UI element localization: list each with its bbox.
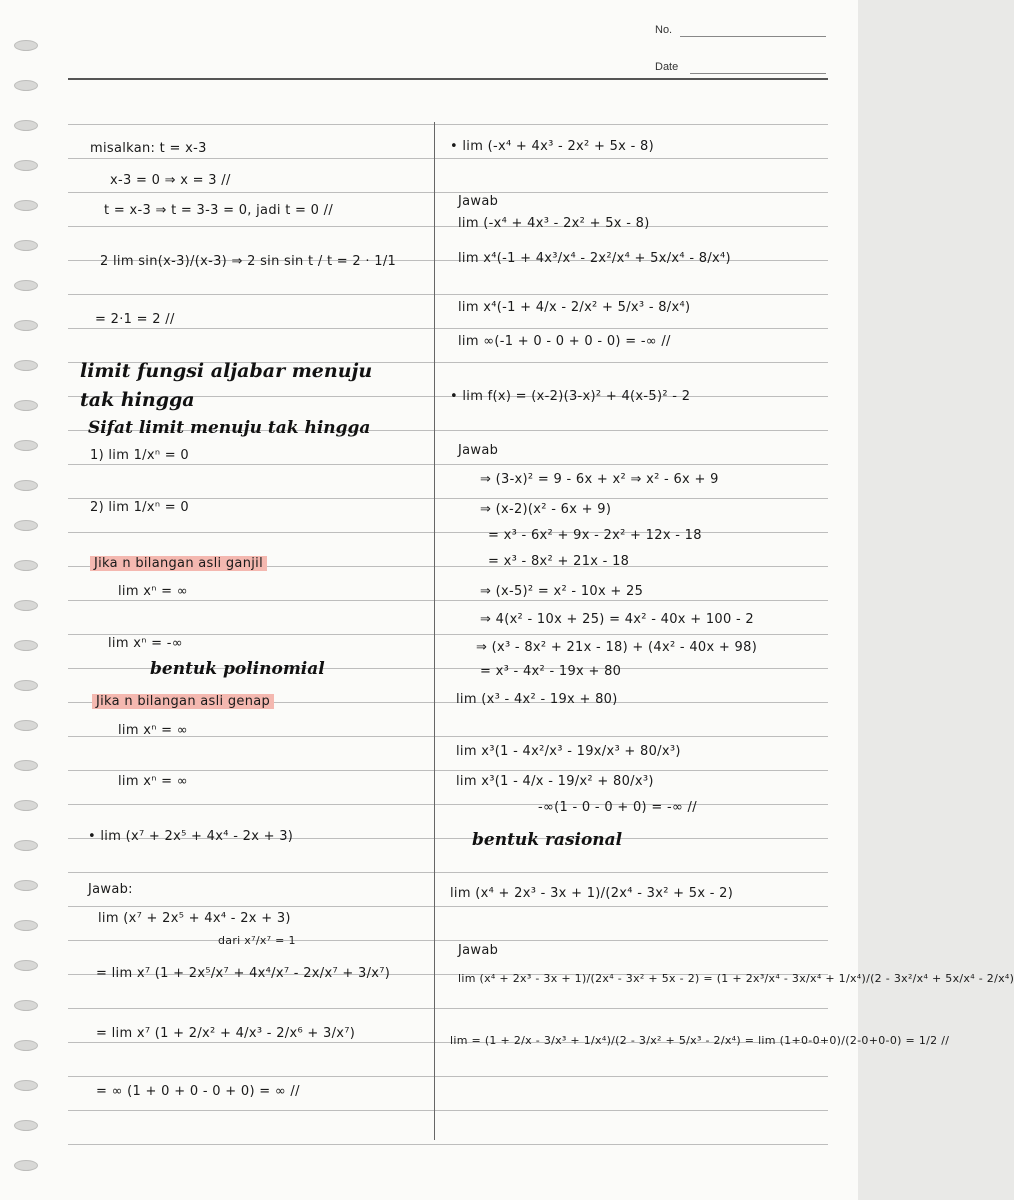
note-line: ⇒ (x-5)² = x² - 10x + 25 bbox=[480, 584, 644, 599]
section-heading: tak hingga bbox=[80, 389, 195, 411]
binder-hole bbox=[14, 600, 38, 611]
binder-hole bbox=[14, 40, 38, 51]
note-line: lim (x⁴ + 2x³ - 3x + 1)/(2x⁴ - 3x² + 5x - 2) bbox=[450, 886, 734, 901]
binder-hole bbox=[14, 640, 38, 651]
binder-hole bbox=[14, 480, 38, 491]
rule-line bbox=[68, 1076, 828, 1077]
note-line: ⇒ 4(x² - 10x + 25) = 4x² - 40x + 100 - 2 bbox=[480, 612, 754, 627]
note-line: = x³ - 4x² - 19x + 80 bbox=[480, 664, 622, 679]
note-line: = ∞ (1 + 0 + 0 - 0 + 0) = ∞ // bbox=[96, 1084, 300, 1099]
note-line: lim ∞(-1 + 0 - 0 + 0 - 0) = -∞ // bbox=[458, 334, 671, 349]
annotation: dari x⁷/x⁷ = 1 bbox=[218, 934, 296, 947]
rule-line bbox=[68, 498, 828, 499]
note-line: lim x³(1 - 4/x - 19/x² + 80/x³) bbox=[456, 774, 654, 789]
note-line: 2 lim sin(x-3)/(x-3) ⇒ 2 sin sin t / t = 2 · 1/1 bbox=[100, 254, 397, 269]
binder-hole bbox=[14, 1120, 38, 1131]
section-heading: limit fungsi aljabar menuju bbox=[80, 360, 373, 382]
note-line: lim (-x⁴ + 4x³ - 2x² + 5x - 8) bbox=[458, 216, 650, 231]
note-line: = x³ - 6x² + 9x - 2x² + 12x - 18 bbox=[488, 528, 702, 543]
binder-hole bbox=[14, 200, 38, 211]
note-line: lim x³(1 - 4x²/x³ - 19x/x³ + 80/x³) bbox=[456, 744, 681, 759]
column-divider bbox=[434, 122, 435, 1140]
binder-hole bbox=[14, 240, 38, 251]
note-line: ⇒ (3-x)² = 9 - 6x + x² ⇒ x² - 6x + 9 bbox=[480, 472, 719, 487]
note-line: = x³ - 8x² + 21x - 18 bbox=[488, 554, 630, 569]
note-line: = lim x⁷ (1 + 2/x² + 4/x³ - 2/x⁶ + 3/x⁷) bbox=[96, 1026, 356, 1041]
binder-hole bbox=[14, 280, 38, 291]
binder-hole bbox=[14, 80, 38, 91]
note-line: t = x-3 ⇒ t = 3-3 = 0, jadi t = 0 // bbox=[104, 203, 334, 218]
date-label: Date bbox=[655, 61, 679, 73]
note-line: lim xⁿ = ∞ bbox=[118, 584, 188, 599]
rule-line bbox=[68, 940, 828, 941]
note-line: lim xⁿ = ∞ bbox=[118, 774, 188, 789]
binder-hole bbox=[14, 560, 38, 571]
note-line: lim (x⁴ + 2x³ - 3x + 1)/(2x⁴ - 3x² + 5x - 2) = (1 + 2x³/x⁴ - 3x/x⁴ + 1/x⁴)/(2 - 3x²/x⁴ + 5x/x⁴ - 2/x⁴) bbox=[458, 972, 1014, 985]
binder-hole bbox=[14, 1080, 38, 1091]
rule-line bbox=[68, 294, 828, 295]
rule-line bbox=[68, 1008, 828, 1009]
highlight-text: Jika n bilangan asli genap bbox=[92, 694, 274, 709]
number-field-line bbox=[680, 36, 826, 37]
rule-line bbox=[68, 124, 828, 125]
binder-hole bbox=[14, 360, 38, 371]
date-field-line bbox=[690, 73, 826, 74]
note-line: ⇒ (x-2)(x² - 6x + 9) bbox=[480, 502, 612, 517]
rule-line bbox=[68, 1144, 828, 1145]
binder-hole bbox=[14, 520, 38, 531]
note-line: = lim x⁷ (1 + 2x⁵/x⁷ + 4x⁴/x⁷ - 2x/x⁷ + 3/x⁷) bbox=[96, 966, 391, 981]
rule-line bbox=[68, 634, 828, 635]
highlighted-note bbox=[90, 556, 267, 571]
binder-hole bbox=[14, 800, 38, 811]
rule-line bbox=[68, 226, 828, 227]
rule-line bbox=[68, 770, 828, 771]
note-line: Jawab bbox=[458, 443, 499, 458]
binder-hole bbox=[14, 680, 38, 691]
highlight-text: Jika n bilangan asli ganjil bbox=[90, 556, 267, 571]
binder-hole bbox=[14, 1160, 38, 1171]
note-line: • lim (-x⁴ + 4x³ - 2x² + 5x - 8) bbox=[450, 139, 654, 154]
number-label: No. bbox=[655, 24, 673, 36]
binder-hole bbox=[14, 440, 38, 451]
binder-hole bbox=[14, 400, 38, 411]
note-line: lim xⁿ = ∞ bbox=[118, 723, 188, 738]
binder-hole bbox=[14, 960, 38, 971]
note-line: • lim (x⁷ + 2x⁵ + 4x⁴ - 2x + 3) bbox=[88, 829, 294, 844]
rule-line bbox=[68, 906, 828, 907]
note-line: 2) lim 1/xⁿ = 0 bbox=[90, 500, 189, 515]
note-line: 1) lim 1/xⁿ = 0 bbox=[90, 448, 189, 463]
note-line: misalkan: t = x-3 bbox=[90, 141, 207, 156]
note-line: -∞(1 - 0 - 0 + 0) = -∞ // bbox=[538, 800, 697, 815]
note-line: = 2·1 = 2 // bbox=[95, 312, 175, 327]
note-line: lim xⁿ = -∞ bbox=[108, 636, 183, 651]
binder-hole bbox=[14, 160, 38, 171]
section-subheading: bentuk polinomial bbox=[150, 659, 325, 679]
binder-hole bbox=[14, 760, 38, 771]
note-line: lim x⁴(-1 + 4x³/x⁴ - 2x²/x⁴ + 5x/x⁴ - 8/x⁴) bbox=[458, 251, 731, 266]
binder-hole bbox=[14, 320, 38, 331]
rule-line bbox=[68, 328, 828, 329]
rule-line bbox=[68, 532, 828, 533]
section-subheading: Sifat limit menuju tak hingga bbox=[88, 418, 371, 438]
note-line: lim x⁴(-1 + 4/x - 2/x² + 5/x³ - 8/x⁴) bbox=[458, 300, 691, 315]
note-line: Jawab: bbox=[88, 882, 133, 897]
note-line: x-3 = 0 ⇒ x = 3 // bbox=[110, 173, 231, 188]
note-line: lim = (1 + 2/x - 3/x³ + 1/x⁴)/(2 - 3/x² + 5/x³ - 2/x⁴) = lim (1+0-0+0)/(2-0+0-0) = 1/2 // bbox=[450, 1034, 950, 1047]
rule-line bbox=[68, 872, 828, 873]
binder-hole bbox=[14, 920, 38, 931]
note-line: lim (x³ - 4x² - 19x + 80) bbox=[456, 692, 618, 707]
binder-hole bbox=[14, 1040, 38, 1051]
note-line: Jawab bbox=[458, 194, 499, 209]
section-subheading: bentuk rasional bbox=[472, 830, 623, 850]
note-line: • lim f(x) = (x-2)(3-x)² + 4(x-5)² - 2 bbox=[450, 389, 691, 404]
rule-line bbox=[68, 1110, 828, 1111]
rule-line bbox=[68, 464, 828, 465]
binder-hole bbox=[14, 880, 38, 891]
rule-line bbox=[68, 158, 828, 159]
note-line: lim (x⁷ + 2x⁵ + 4x⁴ - 2x + 3) bbox=[98, 911, 291, 926]
rule-line bbox=[68, 600, 828, 601]
binder-hole bbox=[14, 720, 38, 731]
binder-hole bbox=[14, 840, 38, 851]
rule-line bbox=[68, 804, 828, 805]
binder-hole bbox=[14, 1000, 38, 1011]
binder-hole bbox=[14, 120, 38, 131]
rule-line bbox=[68, 192, 828, 193]
note-line: ⇒ (x³ - 8x² + 21x - 18) + (4x² - 40x + 98) bbox=[476, 640, 758, 655]
note-line: Jawab bbox=[458, 943, 499, 958]
top-rule bbox=[68, 78, 828, 80]
highlighted-note bbox=[92, 694, 274, 709]
